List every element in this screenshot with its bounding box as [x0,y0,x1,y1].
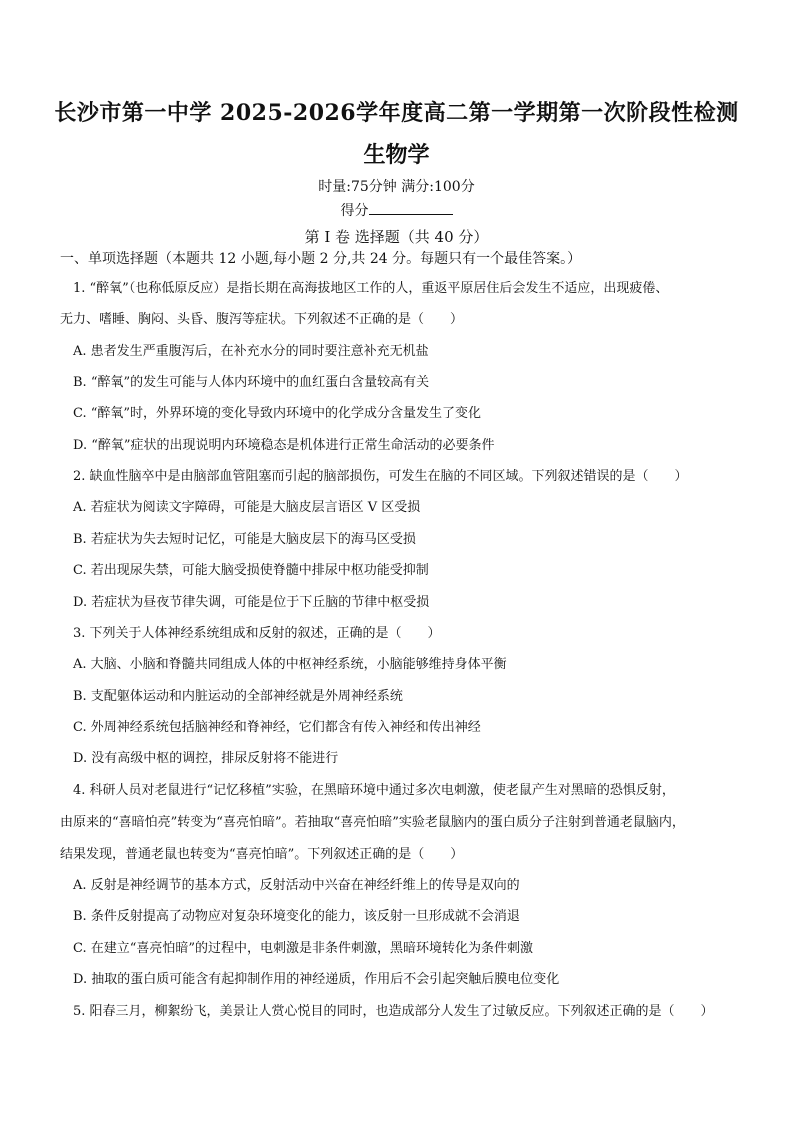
option-line: D. “醉氧”症状的出现说明内环境稳态是机体进行正常生命活动的必要条件 [73,438,495,453]
score-blank [369,200,453,215]
option-line: D. 没有高级中枢的调控，排尿反射将不能进行 [73,751,339,766]
section-heading: 一、单项选择题（本题共 12 小题,每小题 2 分,共 24 分。每题只有一个最佳答案。） [60,251,582,267]
subject-title: 生物学 [363,142,430,168]
exam-title: 长沙市第一中学 2025-2026学年度高二第一学期第一次阶段性检测 [54,100,739,126]
question-line: 由原来的“喜暗怕亮”转变为“喜亮怕暗”。若抽取“喜亮怕暗”实验老鼠脑内的蛋白质分子注射到普通老鼠脑内， [60,815,685,830]
option-line: C. 在建立“喜亮怕暗”的过程中，电刺激是非条件刺激，黑暗环境转化为条件刺激 [73,941,534,956]
question-line: 3. 下列关于人体神经系统组成和反射的叙述，正确的是（ ） [73,626,441,641]
option-line: C. “醉氧”时，外界环境的变化导致内环境中的化学成分含量发生了变化 [73,406,482,421]
question-line: 无力、嗜睡、胸闷、头昏、腹泻等症状。下列叙述不正确的是（ ） [60,312,464,327]
question-line: 4. 科研人员对老鼠进行“记忆移植”实验，在黑暗环境中通过多次电刺激，使老鼠产生对黑暗的恐惧反射， [73,783,675,798]
score-label: 得分 [340,203,369,219]
option-line: C. 若出现尿失禁，可能大脑受损使脊髓中排尿中枢功能受抑制 [73,563,429,578]
option-line: B. 支配躯体运动和内脏运动的全部神经就是外周神经系统 [73,689,403,704]
option-line: B. 条件反射提高了动物应对复杂环境变化的能力，该反射一旦形成就不会消退 [73,909,520,924]
option-line: C. 外周神经系统包括脑神经和脊神经，它们都含有传入神经和传出神经 [73,720,481,735]
option-line: A. 患者发生严重腹泻后，在补充水分的同时要注意补充无机盐 [73,344,429,359]
option-line: A. 大脑、小脑和脊髓共同组成人体的中枢神经系统，小脑能够维持身体平衡 [73,657,507,672]
question-line: 1. “醉氧”（也称低原反应）是指长期在高海拔地区工作的人，重返平原居住后会发生不适应，出现疲倦、 [73,281,669,296]
option-line: D. 抽取的蛋白质可能含有起抑制作用的神经递质，作用后不会引起突触后膜电位变化 [73,972,560,987]
part-title: 第 I 卷 选择题（共 40 分） [304,228,489,246]
option-line: B. “醉氧”的发生可能与人体内环境中的血红蛋白含量较高有关 [73,375,430,390]
question-line: 5. 阳春三月，柳絮纷飞，美景让人赏心悦目的同时，也造成部分人发生了过敏反应。下列叙述正确的是（ ） [73,1004,714,1019]
question-line: 2. 缺血性脑卒中是由脑部血管阻塞而引起的脑部损伤，可发生在脑的不同区域。下列叙述错误的是（ ） [73,469,688,484]
time-info: 时量:75分钟 满分:100分 [318,179,475,195]
option-line: A. 若症状为阅读文字障碍，可能是大脑皮层言语区 V 区受损 [73,500,421,515]
option-line: A. 反射是神经调节的基本方式，反射活动中兴奋在神经纤维上的传导是双向的 [73,878,520,893]
option-line: B. 若症状为失去短时记忆，可能是大脑皮层下的海马区受损 [73,532,416,547]
option-line: D. 若症状为昼夜节律失调，可能是位于下丘脑的节律中枢受损 [73,595,430,610]
question-line: 结果发现，普通老鼠也转变为“喜亮怕暗”。下列叙述正确的是（ ） [60,847,464,862]
score-line [0,200,793,220]
